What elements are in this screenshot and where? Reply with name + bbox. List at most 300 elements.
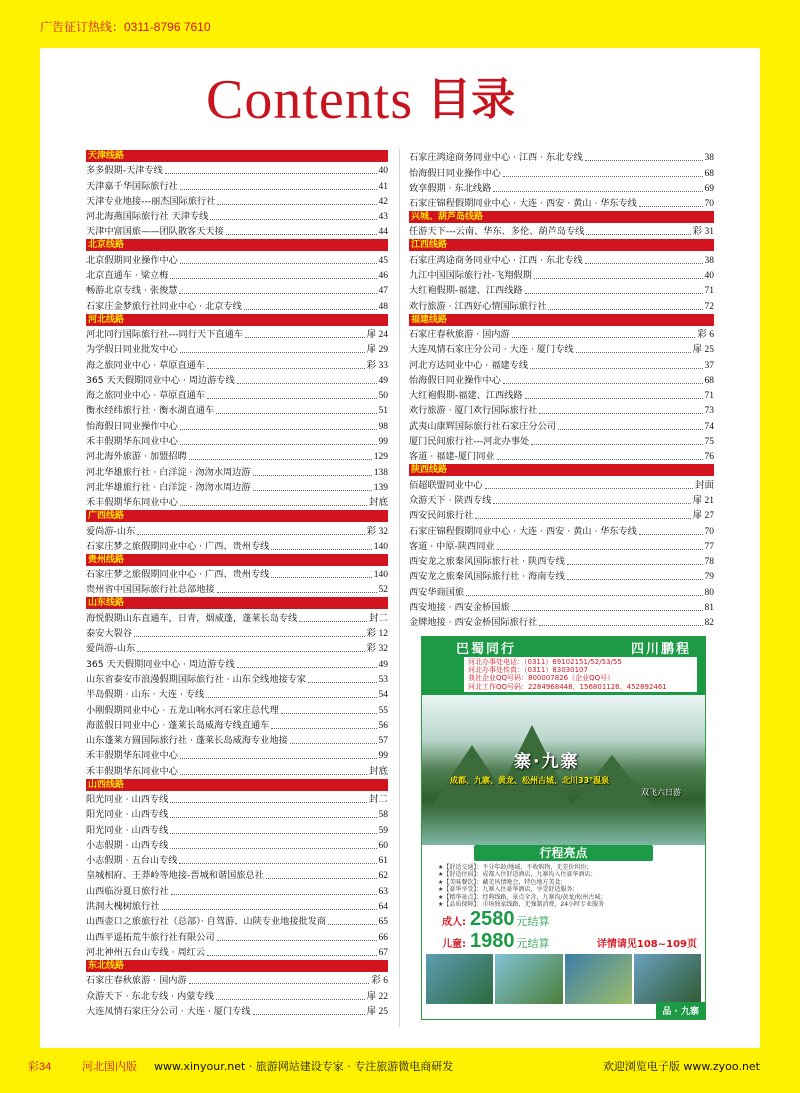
entry-name: 大连凤情石家庄分公司 · 大连 · 厦门专线 xyxy=(86,1005,251,1017)
entry-page: 61 xyxy=(378,856,388,867)
contents-entry[interactable] xyxy=(409,267,714,282)
dot-leader xyxy=(585,160,703,161)
entry-name: 皇城相府、王莽岭等地接-晋城和谐国旅总社 xyxy=(86,870,264,882)
entry-name: 365 天天假期同业中心 · 周边游专线 xyxy=(86,658,235,670)
entry-name: 北京直通车 · 梁立梅 xyxy=(86,270,169,282)
contents-entry[interactable] xyxy=(409,297,714,312)
dot-leader xyxy=(180,352,365,353)
ad-child-price xyxy=(422,930,705,952)
contents-entry[interactable] xyxy=(86,177,388,192)
contents-entry[interactable] xyxy=(86,193,388,208)
ad-feature: ★【舒适住宿】：成都入住舒适酒店，九寨沟入住豪华酒店； xyxy=(438,871,597,879)
entry-page: 72 xyxy=(704,301,714,312)
contents-entry[interactable] xyxy=(409,538,714,553)
contents-entry[interactable] xyxy=(86,913,388,928)
entry-name: 石家庄梦之旅假期同业中心 · 广西、贵州专线 xyxy=(86,540,270,552)
dot-leader xyxy=(180,505,367,506)
contents-entry[interactable] xyxy=(86,837,388,852)
entry-page: 77 xyxy=(704,541,714,552)
contents-entry[interactable] xyxy=(409,356,714,371)
contents-entry[interactable] xyxy=(409,583,714,598)
contents-entry[interactable] xyxy=(86,821,388,836)
entry-page: 79 xyxy=(704,572,714,583)
dot-leader xyxy=(585,263,703,264)
entry-name: 大红袍假期-福建、江西线路 xyxy=(409,285,523,297)
entry-page: 43 xyxy=(378,212,388,223)
entry-name: 厦门民间旅行社---河北办事处 xyxy=(409,436,530,448)
dot-leader xyxy=(639,534,703,535)
entry-page: 64 xyxy=(378,902,388,913)
entry-name: 山西壶口之旅旅行社（总部）· 自驾游、山陕专业地接批发商 xyxy=(86,916,327,928)
ad-more-link[interactable]: 详情请见108~109页 xyxy=(596,939,697,951)
contents-entry[interactable] xyxy=(409,180,714,195)
entry-name: 西安华商国旅 xyxy=(409,586,465,598)
entry-page: 63 xyxy=(378,886,388,897)
contents-entry[interactable] xyxy=(86,402,388,417)
contents-entry[interactable] xyxy=(409,149,714,164)
entry-page: 71 xyxy=(704,391,714,402)
contents-entry[interactable] xyxy=(86,251,388,266)
ad-thumb xyxy=(426,954,493,1004)
contents-entry[interactable] xyxy=(86,852,388,867)
entry-page: 彩 32 xyxy=(366,644,388,655)
contents-entry[interactable] xyxy=(86,297,388,312)
dot-leader xyxy=(290,743,377,744)
contents-entry[interactable] xyxy=(86,387,388,402)
entry-name: 佰超联盟同业中心 xyxy=(409,479,483,491)
entry-name: 河北方达同业中心 · 福建专线 xyxy=(409,359,529,371)
dot-leader xyxy=(245,337,365,338)
contents-entry[interactable] xyxy=(86,463,388,478)
ad-feature: ★【舒适交通】：不分年龄/地域，不收购物，无差价纠纷； xyxy=(438,864,593,871)
contents-entry[interactable] xyxy=(86,326,388,341)
section-header: 贵州线路 xyxy=(86,554,388,566)
section-header: 东北线路 xyxy=(86,960,388,972)
footer-ebook-link[interactable]: 欢迎浏览电子版 www.zyoo.net xyxy=(602,1060,760,1073)
contents-entry[interactable] xyxy=(86,372,388,387)
contents-entry[interactable] xyxy=(86,944,388,959)
dot-leader xyxy=(271,549,371,550)
contents-entry[interactable] xyxy=(86,898,388,913)
contents-entry[interactable] xyxy=(409,522,714,537)
section-header: 北京线路 xyxy=(86,239,388,251)
entry-page: 扉 25 xyxy=(366,1006,388,1017)
entry-page: 44 xyxy=(378,227,388,238)
entry-name: 石家庄鸿途商务同业中心 · 江西 · 东北专线 xyxy=(409,254,583,266)
entry-page: 138 xyxy=(373,467,388,478)
entry-name: 小志假期 · 山西专线 xyxy=(86,839,169,851)
ad-thumb xyxy=(565,954,632,1004)
contents-left-column xyxy=(86,149,388,1018)
entry-page: 65 xyxy=(378,917,388,928)
entry-page: 54 xyxy=(378,690,388,701)
dot-leader xyxy=(217,592,377,593)
entry-name: 小刚假期同业中心 · 五龙山响水河石家庄总代理 xyxy=(86,704,279,716)
entry-page: 129 xyxy=(373,452,388,463)
entry-name: 石家庄梦之旅假期同业中心 · 广西、贵州专线 xyxy=(86,569,270,581)
page-number: 彩34 xyxy=(28,1061,52,1073)
ad-contact-line: 我社企业QQ号码：800007826（企业QQ号） xyxy=(468,674,615,683)
dot-leader xyxy=(180,429,377,430)
contents-entry[interactable] xyxy=(86,494,388,509)
dot-leader xyxy=(217,940,377,941)
entry-page: 彩 6 xyxy=(371,976,388,987)
entry-page: 46 xyxy=(378,271,388,282)
dot-leader xyxy=(179,293,376,294)
entry-name: 天津中富国旅——团队散客天天接 xyxy=(86,226,224,238)
title-chinese: 目录 xyxy=(427,74,516,125)
ad-feature: ★【精华景点】：经典线路，景点全含，九寨沟/黄龙/松州古城； xyxy=(438,893,607,901)
entry-name: 贵州省中国国际旅行社总部地接 xyxy=(86,584,215,596)
contents-entry[interactable] xyxy=(86,882,388,897)
ad-header xyxy=(422,637,705,695)
contents-entry[interactable] xyxy=(86,267,388,282)
entry-name: 河北海燕国际旅行社 天津专线 xyxy=(86,211,209,223)
ad-scenery-photo xyxy=(422,695,705,845)
dot-leader xyxy=(206,697,376,698)
entry-name: 金牌地接 · 西安金桥国际旅行社 xyxy=(409,617,538,629)
contents-entry[interactable] xyxy=(409,223,714,238)
entry-name: 衡水经纬旅行社 · 衡水湖直通车 xyxy=(86,405,215,417)
contents-entry[interactable] xyxy=(409,507,714,522)
contents-entry[interactable] xyxy=(409,341,714,356)
entry-page: 99 xyxy=(378,437,388,448)
entry-name: 天津嘉千华国际旅行社 xyxy=(86,180,178,192)
dot-leader xyxy=(162,909,377,910)
edition-label: 河北国内版 xyxy=(82,1060,137,1073)
section-header: 陕西线路 xyxy=(409,464,714,476)
entry-name: 河北神州五台山专线 · 周红云 xyxy=(86,946,206,958)
entry-name: 阳光同业 · 山西专线 xyxy=(86,793,169,805)
dot-leader xyxy=(512,610,703,611)
dot-leader xyxy=(180,758,377,759)
contents-entry[interactable] xyxy=(86,686,388,701)
entry-page: 41 xyxy=(378,181,388,192)
entry-name: 怡海假日同业操作中心 xyxy=(86,420,178,432)
entry-name: 山西平遥拓荒牛旅行社有限公司 xyxy=(86,931,215,943)
contents-entry[interactable] xyxy=(409,568,714,583)
dot-leader xyxy=(237,667,377,668)
contents-entry[interactable] xyxy=(86,433,388,448)
entry-name: 石家庄春秋旅游 · 国内游 xyxy=(409,328,510,340)
entry-page: 140 xyxy=(373,541,388,552)
entry-page: 70 xyxy=(704,199,714,210)
dot-leader xyxy=(639,206,703,207)
entry-name: 石家庄锦程假期同业中心 · 大连 · 西安 · 黄山 · 华东专线 xyxy=(409,198,637,210)
ad-features xyxy=(422,861,705,908)
dot-leader xyxy=(217,204,376,205)
dot-leader xyxy=(534,278,703,279)
entry-page: 扉 29 xyxy=(366,345,388,356)
contents-entry[interactable] xyxy=(409,387,714,402)
entry-name: 石家庄春秋旅游 · 国内游 xyxy=(86,975,187,987)
contents-entry[interactable] xyxy=(86,732,388,747)
dot-leader xyxy=(253,490,372,491)
dot-leader xyxy=(165,173,377,174)
dot-leader xyxy=(170,833,376,834)
dot-leader xyxy=(271,728,376,729)
dot-leader xyxy=(558,429,703,430)
adult-unit: 元结算 xyxy=(516,915,550,929)
dot-leader xyxy=(137,651,364,652)
entry-page: 75 xyxy=(704,437,714,448)
section-header: 广西线路 xyxy=(86,510,388,522)
entry-name: 众游天下 · 陕西专线 xyxy=(409,494,492,506)
entry-name: 洪洞大槐树旅行社 xyxy=(86,901,160,913)
travel-advertisement[interactable] xyxy=(421,636,706,1020)
dot-leader xyxy=(497,549,703,550)
entry-name: 海悦假期山东直通车，日青，烟威蓬，蓬莱长岛专线 xyxy=(86,612,298,624)
dot-leader xyxy=(266,878,377,879)
entry-name: 任游天下---云南、华东、多伦、葫芦岛专线 xyxy=(409,226,585,238)
dot-leader xyxy=(207,955,376,956)
ad-thumb xyxy=(495,954,562,1004)
contents-entry[interactable] xyxy=(86,162,388,177)
contents-entry[interactable] xyxy=(86,448,388,463)
dot-leader xyxy=(170,802,367,803)
entry-name: 西安龙之旅秦风国际旅行社 · 陕西专线 xyxy=(409,556,565,568)
contents-entry[interactable] xyxy=(86,928,388,943)
contents-entry[interactable] xyxy=(86,791,388,806)
ad-photo-strip xyxy=(422,952,705,1004)
contents-entry[interactable] xyxy=(86,479,388,494)
child-unit: 元结算 xyxy=(516,937,550,951)
entry-name: 石家庄鸿途商务同业中心 · 江西 · 东北专线 xyxy=(409,152,583,164)
entry-name: 西安龙之旅秦风国际旅行社 · 海南专线 xyxy=(409,571,565,583)
contents-entry[interactable] xyxy=(409,476,714,491)
contents-entry[interactable] xyxy=(86,417,388,432)
entry-name: 河北海外旅游 · 加盟招聘 xyxy=(86,451,187,463)
dot-leader xyxy=(576,352,691,353)
contents-entry[interactable] xyxy=(86,762,388,777)
entry-page: 彩 32 xyxy=(366,526,388,537)
contents-entry[interactable] xyxy=(409,492,714,507)
dot-leader xyxy=(299,621,367,622)
entry-page: 57 xyxy=(378,736,388,747)
contents-entry[interactable] xyxy=(409,251,714,266)
section-header: 山东线路 xyxy=(86,597,388,609)
footer-website[interactable]: www.xinyour.net · 旅游网站建设专家 · 专注旅游微电商研发 xyxy=(154,1060,454,1073)
ad-contact-line: 河北工作QQ号码：2284968448、156801126、452892461 xyxy=(468,682,667,691)
column-divider xyxy=(399,149,400,1027)
entry-name: 河北华雄旅行社 · 白洋淀 · 沕沕水周边游 xyxy=(86,481,251,493)
contents-entry[interactable] xyxy=(86,747,388,762)
entry-page: 42 xyxy=(378,196,388,207)
ad-highlights-bar: 行程亮点 xyxy=(474,845,653,861)
dot-leader xyxy=(539,625,702,626)
dot-leader xyxy=(503,176,703,177)
dot-leader xyxy=(525,293,703,294)
entry-page: 68 xyxy=(704,168,714,179)
entry-page: 封二 xyxy=(368,613,388,624)
page-footer xyxy=(0,1058,800,1078)
entry-page: 52 xyxy=(378,585,388,596)
entry-name: 365 天天假期同业中心 · 周边游专线 xyxy=(86,374,235,386)
entry-name: 禾丰假期华东同业中心 xyxy=(86,436,178,448)
ad-feature: ★【豪华享受】：九寨入住豪华酒店，享受舒适服务； xyxy=(438,886,579,894)
ad-contact-line: 河北办事处电话：（0311）69102151/52/53/55 xyxy=(468,658,622,666)
ad-feature: ★【美味餐饮】：藏羌风情晚会，特色地方美食； xyxy=(438,878,567,886)
dot-leader xyxy=(497,459,703,460)
entry-page: 51 xyxy=(378,406,388,417)
contents-entry[interactable] xyxy=(86,806,388,821)
ad-thumb xyxy=(634,954,701,1004)
contents-entry[interactable] xyxy=(86,640,388,655)
ad-brand-right: 四川鹏程 xyxy=(630,641,691,657)
entry-page: 封底 xyxy=(368,766,388,777)
ad-hotline: 广告征订热线：0311-8796 7610 xyxy=(40,20,211,34)
dot-leader xyxy=(548,309,702,310)
dot-leader xyxy=(281,713,377,714)
title-english: Contents xyxy=(206,69,414,131)
entry-page: 封面 xyxy=(694,480,714,491)
contents-entry[interactable] xyxy=(86,701,388,716)
entry-name: 阳光同业 · 山西专线 xyxy=(86,824,169,836)
entry-name: 客道 · 中原-陕西同业 xyxy=(409,540,495,552)
contents-entry[interactable] xyxy=(86,341,388,356)
contents-entry[interactable] xyxy=(86,208,388,223)
dot-leader xyxy=(503,383,703,384)
entry-page: 71 xyxy=(704,286,714,297)
contents-entry[interactable] xyxy=(86,987,388,1002)
entry-name: 畅游北京专线 · 张俊慧 xyxy=(86,285,178,297)
entry-name: 阳光同业 · 山西专线 xyxy=(86,809,169,821)
dot-leader xyxy=(180,263,377,264)
entry-name: 致享假期 · 东北线路 xyxy=(409,182,492,194)
contents-entry[interactable] xyxy=(86,356,388,371)
contents-entry[interactable] xyxy=(409,195,714,210)
contents-entry[interactable] xyxy=(409,326,714,341)
entry-page: 139 xyxy=(373,482,388,493)
entry-page: 53 xyxy=(378,674,388,685)
contents-entry[interactable] xyxy=(86,609,388,624)
contents-entry[interactable] xyxy=(409,372,714,387)
contents-entry[interactable] xyxy=(86,625,388,640)
dot-leader xyxy=(253,475,372,476)
contents-entry[interactable] xyxy=(86,671,388,686)
entry-page: 98 xyxy=(378,421,388,432)
ad-feature: ★【品质保障】：市场独家线路，无强制消费，24小时专业服务 xyxy=(438,901,605,909)
contents-entry[interactable] xyxy=(409,433,714,448)
entry-page: 74 xyxy=(704,421,714,432)
contents-right-column xyxy=(409,149,714,629)
dot-leader xyxy=(180,189,377,190)
dot-leader xyxy=(308,682,376,683)
dot-leader xyxy=(253,1014,365,1015)
entry-name: 欢行旅游 · 江西好心情国际旅行社 xyxy=(409,300,547,312)
contents-entry[interactable] xyxy=(86,522,388,537)
entry-name: 大连凤情石家庄分公司 · 大连 · 厦门专线 xyxy=(409,344,574,356)
contents-entry[interactable] xyxy=(409,448,714,463)
dot-leader xyxy=(170,278,376,279)
contents-entry[interactable] xyxy=(409,417,714,432)
entry-name: 石家庄锦程假期同业中心 · 大连 · 西安 · 黄山 · 华东专线 xyxy=(409,525,637,537)
entry-name: 武夷山康辉国际旅行社石家庄分公司 xyxy=(409,420,556,432)
dot-leader xyxy=(466,595,702,596)
entry-name: 海之旅同业中心 · 草原直通车 xyxy=(86,359,206,371)
dot-leader xyxy=(475,518,690,519)
entry-page: 扉 22 xyxy=(366,991,388,1002)
dot-leader xyxy=(207,398,376,399)
entry-page: 81 xyxy=(704,603,714,614)
adult-label: 成人: xyxy=(442,917,466,929)
child-price: 1980 xyxy=(470,930,515,953)
dot-leader xyxy=(207,368,365,369)
dot-leader xyxy=(539,413,702,414)
ad-slogan: 寨·九寨 xyxy=(514,752,580,772)
contents-entry[interactable] xyxy=(409,614,714,629)
contents-entry[interactable] xyxy=(86,655,388,670)
entry-page: 扉 27 xyxy=(692,511,714,522)
entry-page: 封底 xyxy=(368,498,388,509)
contents-entry[interactable] xyxy=(86,867,388,882)
dot-leader xyxy=(525,398,703,399)
dot-leader xyxy=(134,636,365,637)
child-label: 儿童: xyxy=(442,939,466,951)
contents-entry[interactable] xyxy=(86,538,388,553)
contents-entry[interactable] xyxy=(409,164,714,179)
entry-name: 石家庄金梦旅行社同业中心 · 北京专线 xyxy=(86,300,242,312)
page-title xyxy=(206,70,515,130)
entry-page: 彩 6 xyxy=(697,329,714,340)
dot-leader xyxy=(171,894,377,895)
contents-entry[interactable] xyxy=(86,282,388,297)
contents-entry[interactable] xyxy=(409,599,714,614)
entry-page: 78 xyxy=(704,557,714,568)
entry-name: 禾丰假期华东同业中心 xyxy=(86,497,178,509)
ad-corner-tag: 品 · 九寨 xyxy=(656,1002,705,1019)
contents-entry[interactable] xyxy=(86,581,388,596)
entry-name: 多多假期-天津专线 xyxy=(86,165,163,177)
contents-entry[interactable] xyxy=(409,282,714,297)
section-header: 天津线路 xyxy=(86,150,388,162)
entry-page: 封二 xyxy=(368,794,388,805)
entry-page: 140 xyxy=(373,570,388,581)
contents-entry[interactable] xyxy=(409,402,714,417)
dot-leader xyxy=(216,413,376,414)
entry-page: 76 xyxy=(704,452,714,463)
dot-leader xyxy=(271,577,371,578)
dot-leader xyxy=(226,234,377,235)
contents-entry[interactable] xyxy=(86,717,388,732)
contents-entry[interactable] xyxy=(86,1003,388,1018)
dot-leader xyxy=(180,444,377,445)
contents-entry[interactable] xyxy=(86,223,388,238)
entry-name: 山西临汾夏日旅行社 xyxy=(86,885,169,897)
entry-name: 海之旅同业中心 · 草原直通车 xyxy=(86,390,206,402)
dot-leader xyxy=(180,774,367,775)
contents-entry[interactable] xyxy=(409,553,714,568)
dot-leader xyxy=(485,488,693,489)
entry-name: 欢行旅游 · 厦门欢行国际旅行社 xyxy=(409,405,538,417)
section-header: 福建线路 xyxy=(409,314,714,326)
entry-page: 66 xyxy=(378,932,388,943)
entry-name: 九江中国国际旅行社-飞翔假期 xyxy=(409,270,532,282)
entry-name: 泰安大裂谷 xyxy=(86,628,132,640)
entry-page: 56 xyxy=(378,720,388,731)
dot-leader xyxy=(237,383,377,384)
dot-leader xyxy=(493,503,690,504)
dot-leader xyxy=(210,219,376,220)
dot-leader xyxy=(170,817,376,818)
entry-name: 怡海假日同业操作中心 xyxy=(409,167,501,179)
entry-name: 大红袍假期-福建、江西线路 xyxy=(409,390,523,402)
contents-entry[interactable] xyxy=(86,566,388,581)
entry-name: 山东省泰安市浪漫假期国际旅行社 · 山东全线地接专家 xyxy=(86,673,307,685)
entry-page: 40 xyxy=(704,271,714,282)
contents-entry[interactable] xyxy=(86,972,388,987)
entry-page: 70 xyxy=(704,526,714,537)
